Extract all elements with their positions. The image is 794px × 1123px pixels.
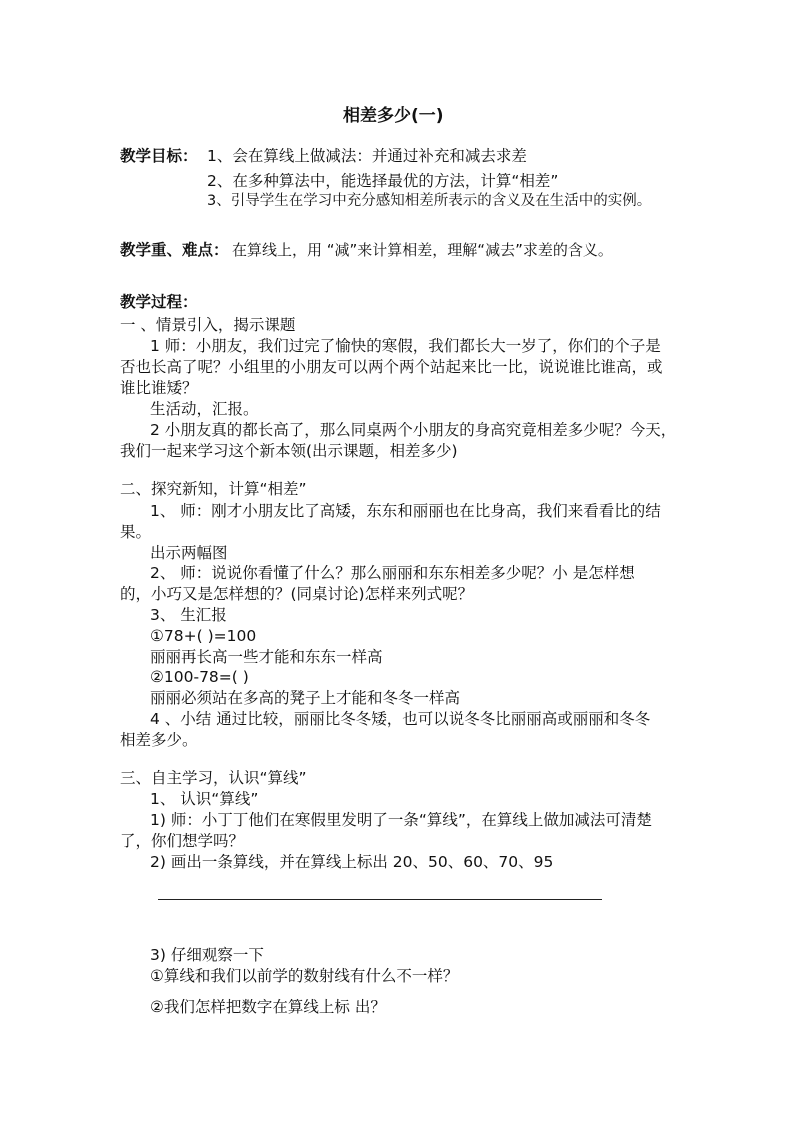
paragraph-line: 丽丽再长高一些才能和东东一样高 (150, 648, 383, 666)
paragraph-line: 2、 师：说说你看懂了什么？那么丽丽和东东相差多少呢？小 是怎样想 (150, 564, 635, 582)
equation-line: ②100-78=( ) (150, 668, 249, 686)
equation-line: ①78+( )=100 (150, 627, 257, 645)
paragraph-line: 生活动，汇报。 (150, 400, 259, 418)
paragraph-line: 丽丽必须站在多高的凳子上才能和冬冬一样高 (150, 689, 461, 707)
section-heading: 一 、情景引入，揭示课题 (120, 316, 296, 334)
paragraph-line: 1 师：小朋友，我们过完了愉快的寒假，我们都长大一岁了，你们的个子是 (150, 337, 661, 355)
keypoints-text: 在算线上，用 “减”来计算相差，理解“减去”求差的含义。 (232, 241, 613, 259)
section-heading: 二、探究新知，计算“相差” (120, 480, 307, 498)
objective-item: 2、在多种算法中，能选择最优的方法，计算“相差” (207, 172, 559, 190)
paragraph-line: 的，小巧又是怎样想的？(同桌讨论)怎样来列式呢？ (120, 585, 474, 603)
paragraph-line: 果。 (120, 523, 152, 541)
paragraph-line: 出示两幅图 (150, 544, 228, 562)
paragraph-line: 相差多少。 (120, 731, 198, 749)
section-heading: 三、自主学习，认识“算线” (120, 769, 307, 787)
paragraph-line: 否也长高了呢？小组里的小朋友可以两个两个站起来比一比，说说谁比谁高，或 (120, 358, 663, 376)
objective-item: 1、会在算线上做减法：并通过补充和减去求差 (207, 147, 527, 165)
paragraph-line: 3) 仔细观察一下 (150, 946, 264, 964)
paragraph-line: ②我们怎样把数字在算线上标 出？ (150, 998, 386, 1016)
paragraph-line: 2 小朋友真的都长高了，那么同桌两个小朋友的身高究竟相差多少呢？今天， (150, 421, 677, 439)
paragraph-line: 谁比谁矮？ (120, 379, 198, 397)
paragraph-line: 4 、小结 通过比较，丽丽比冬冬矮，也可以说冬冬比丽丽高或丽丽和冬冬 (150, 710, 651, 728)
paragraph-line: 1、 认识“算线” (150, 790, 259, 808)
paragraph-line: 我们一起来学习这个新本领(出示课题，相差多少) (120, 442, 458, 460)
process-label: 教学过程： (120, 293, 198, 311)
paragraph-line: 1) 师：小丁丁他们在寒假里发明了一条“算线”，在算线上做加减法可清楚 (150, 811, 652, 829)
page-title: 相差多少(一) (343, 106, 444, 126)
objectives-label: 教学目标： (120, 147, 198, 165)
number-line-blank (158, 899, 602, 900)
paragraph-line: 1、 师：刚才小朋友比了高矮，东东和丽丽也在比身高，我们来看看比的结 (150, 502, 661, 520)
paragraph-line: ①算线和我们以前学的数射线有什么不一样？ (150, 967, 459, 985)
paragraph-line: 3、 生汇报 (150, 606, 227, 624)
keypoints-label: 教学重、难点： (120, 241, 229, 259)
objective-item: 3、引导学生在学习中充分感知相差所表示的含义及在生活中的实例。 (207, 193, 652, 209)
paragraph-line: 了，你们想学吗？ (120, 832, 245, 850)
paragraph-line: 2) 画出一条算线，并在算线上标出 20、50、60、70、95 (150, 853, 554, 871)
